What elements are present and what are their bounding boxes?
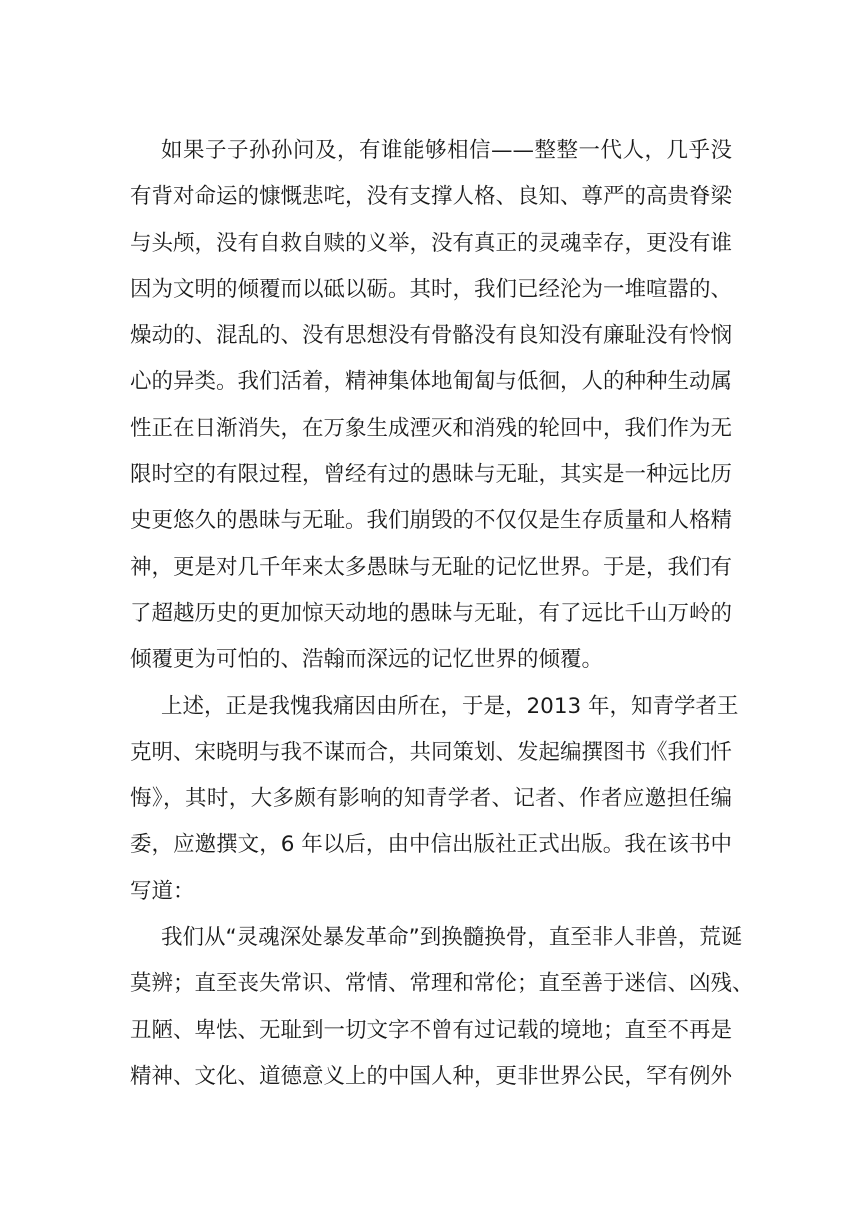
paragraph-1 — [130, 128, 732, 684]
text-line: 如果子子孙孙问及，有谁能够相信——整整一代人，几乎没 — [161, 138, 732, 163]
text-line: 委，应邀撰文，6 年以后，由中信出版社正式出版。我在该书中 — [130, 832, 732, 858]
text-line: 悔》，其时，大多颇有影响的知青学者、记者、作者应邀担任编 — [130, 786, 732, 812]
text-line: 克明、宋晓明与我不谋而合，共同策划、发起编撰图书《我们忏 — [130, 739, 733, 765]
text-line: 神，更是对几千年来太多愚昧与无耻的记忆世界。于是，我们有 — [130, 554, 733, 580]
text-line: 上述，正是我愧我痛因由所在，于是，2013 年，知青学者王 — [161, 693, 739, 719]
text-line: 史更悠久的愚昧与无耻。我们崩毁的不仅仅是生存质量和人格精 — [130, 508, 733, 534]
text-line: 写道： — [130, 878, 195, 904]
text-line: 性正在日渐消失，在万象生成湮灭和消残的轮回中，我们作为无 — [130, 415, 733, 441]
text-line: 丑陋、卑怯、无耻到一切文字不曾有过记载的境地；直至不再是 — [130, 1017, 733, 1043]
text-line: 精神、文化、道德意义上的中国人种，更非世界公民，罕有例外 — [130, 1063, 733, 1089]
text-line: 了超越历史的更加惊天动地的愚昧与无耻，有了远比千山万岭的 — [130, 600, 733, 626]
text-line: 我们从“灵魂深处暴发革命”到换髓换骨，直至非人非兽，荒诞 — [161, 925, 743, 951]
body-text — [130, 128, 754, 1100]
text-line: 倾覆更为可怕的、浩翰而深远的记忆世界的倾覆。 — [130, 647, 604, 673]
text-line: 因为文明的倾覆而以砥以砺。其时，我们已经沦为一堆喧嚣的、 — [130, 276, 733, 302]
text-line: 限时空的有限过程，曾经有过的愚昧与无耻，其实是一种远比历 — [130, 462, 733, 488]
text-line: 燥动的、混乱的、没有思想没有骨骼没有良知没有廉耻没有怜悯 — [130, 323, 733, 349]
paragraph-2 — [130, 684, 739, 915]
text-line: 有背对命运的慷慨悲咤，没有支撑人格、良知、尊严的高贵脊梁 — [130, 184, 733, 210]
paragraph-3 — [130, 915, 754, 1100]
text-line: 莫辨；直至丧失常识、常情、常理和常伦；直至善于迷信、凶残、 — [130, 971, 754, 997]
text-line: 心的异类。我们活着，精神集体地匍匐与低徊，人的种种生动属 — [130, 369, 733, 395]
text-line: 与头颅，没有自救自赎的义举，没有真正的灵魂幸存，更没有谁 — [130, 230, 733, 256]
